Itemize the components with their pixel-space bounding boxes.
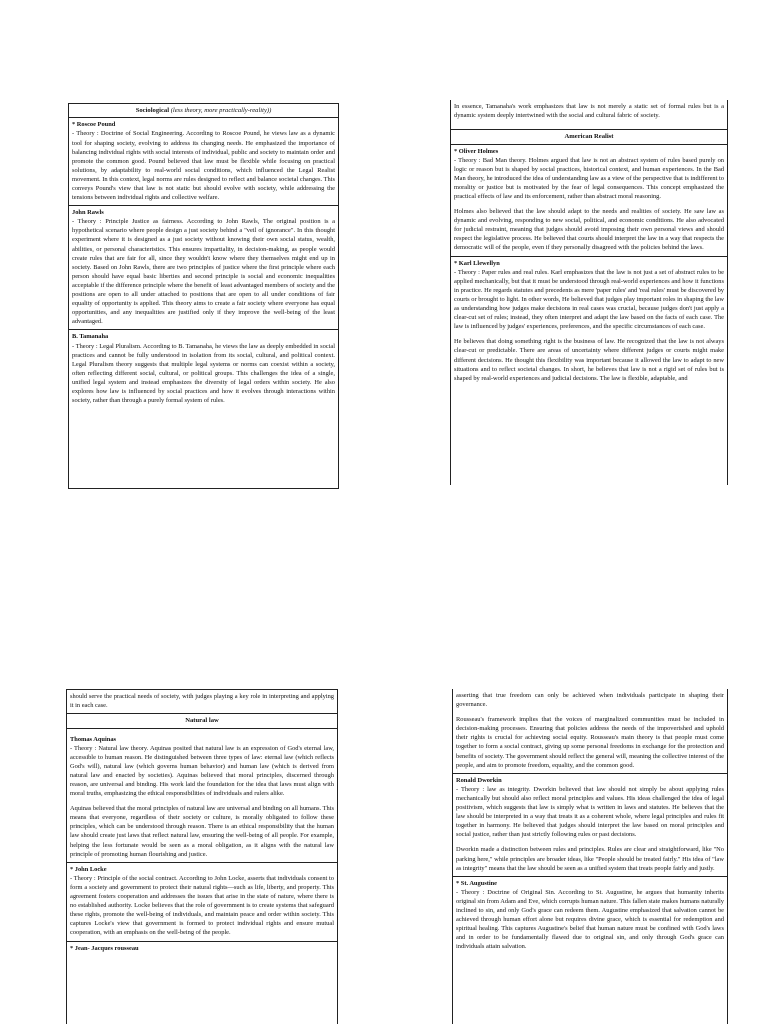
header-title: Sociological: [135, 107, 170, 114]
entry-name: * Jean- Jacques rousseau: [70, 944, 139, 952]
entry-st-augustine: [453, 877, 727, 955]
entry-text: - Theory : Legal Pluralism. According to B. Tamanaha, he views the law as deeply embedded in social practices and cannot be fully understood in isolation from its social, cultural, and political context. Legal Pluralism theory suggests that multiple legal systems or norms can coexist within a society, often reflecting different social, cultural, or political groups. This challenges the idea of a single, unified legal system and instead emphasizes the diversity of legal orders within society. He also explores how law is influenced by social practices and how it evolves through interactions within society, rather than through a purely formal system of rules.: [72, 342, 335, 405]
panel-natural-law: [66, 689, 338, 1024]
entry-rousseau: [67, 942, 337, 956]
intro-text: asserting that true freedom can only be achieved when individuals participate in shaping their governance.: [456, 692, 724, 709]
entry-ronald-dworkin: [453, 774, 727, 877]
entry-oliver-holmes: [451, 145, 727, 257]
entry-text-continued: Aquinas believed that the moral principles of natural law are universal and binding on all humans. This means that everyone, regardless of their society or culture, is morally obligated to follow these principles, which can be understood through reason. There is an ethical responsibility that the human law should create just laws that reflect natural law, ensuring the well-being of all people. For example, helping the less fortunate would be seen as a moral obligation, as it aligns with the natural law principle of promoting human flourishing and justice.: [70, 805, 334, 858]
entry-text-continued: He believes that doing something right is the business of law. He recognized that the law is not always clear-cut or predictable. There are areas of uncertainty where different judges or courts might make different decisions. He thought this flexibility was important because it allowed the law to adapt to new situations and to reflect societal changes. In short, he believes that law is not a rigid set of rules but is shaped by real-world experiences and judicial decisions. The law is flexible, adaptable, and: [454, 338, 724, 382]
intro-paragraph: [67, 690, 337, 714]
entry-john-locke: [67, 863, 337, 942]
entry-thomas-aquinas: [67, 729, 337, 863]
entry-text: - Theory : Doctrine of Social Engineering. According to Roscoe Pound, he views law as a dynamic tool for shaping society, evolving to address its changing needs. He emphasized the importance of balancing individual rights with social interests of individual, public and society to maintain order and promote the common good. Pound believed that law must be flexible while focusing on practical solutions, by adaptability to real-world social conditions, which influenced the Legal Realist movement. In this context, legal norms are rules designed to reflect and balance societal changes. This conveys Pound's view that law is not static but should evolve with society, while addressing the tensions between individual rights and collective welfare.: [72, 130, 335, 202]
entry-text: - Theory : Bad Man theory. Holmes argued that law is not an abstract system of rules based purely on logic or reason but is shaped by social practices, historical context, and human experiences. In the Bad Man theory, he introduced the idea of understanding law as a view of the perspective that is indifferent to morality or justice but is motivated by the fear of legal consequences. This concept emphasized the practical effects of law and its enforcement, rather than abstract moral reasoning.: [454, 156, 724, 201]
entry-name: * Karl Llewellyn: [454, 259, 500, 267]
header-subtitle: (less theory, more practically-reality)): [170, 107, 272, 114]
intro-text: In essence, Tamanaha's work emphasizes that law is not merely a static set of formal rules but is a dynamic system deeply intertwined with the social and cultural fabric of society.: [454, 103, 724, 120]
panel-american-realist: [450, 100, 728, 485]
entry-text-continued: Holmes also believed that the law should adapt to the needs and realities of society. He saw law as dynamic and evolving, responding to new social, political, and economic conditions. He also advocated for judicial restraint, meaning that judges should avoid imposing their own personal views and should respect the legislative process. He believed that courts should interpret the law in a way that respects the democratic will of the people, even if they personally disagreed with the policies behind the laws.: [454, 208, 724, 252]
entry-name: * St. Augustine: [456, 879, 498, 887]
entry-text: - Theory : Natural law theory. Aquinas posited that natural law is an expression of God's eternal law, accessible to human reason. He distinguished between three types of law: eternal law (which reflects God's will), natural law (which governs human behavior) and human law (which is derived from natural law and enacted by societies). Aquinas believed that moral principles, discerned through reason, are universal and binding. His work laid the foundation for the idea that laws must align with moral truths, emphasizing the ethical responsibilities of individuals and rulers alike.: [70, 744, 334, 798]
section-header-sociological: [69, 104, 338, 118]
entry-name: * Oliver Holmes: [454, 147, 499, 155]
entry-text: - Theory : Doctrine of Original Sin. According to St. Augustine, he argues that humanity inherits original sin from Adam and Eve, which corrupts human nature. This fallen state makes humans naturally inclined to sin, and only God's grace can redeem them. Augustine emphasized that salvation cannot be achieved through human effort alone but requires divine grace, which is essential for redemption and spiritual healing. This captures Augustine's belief that human nature must be confined with God's laws and in order to be fundamentally flawed due to original sin, and only through God's grace can individuals attain salvation.: [456, 888, 724, 951]
section-header-american-realist: American Realist: [451, 130, 727, 144]
entry-text-continued: Dworkin made a distinction between rules and principles. Rules are clear and straightforward, like "No parking here," while principles are broader ideas, like "People should be treated fairly." His idea of "law as integrity" means that the law should be seen as a unified system that treats people fairly and justly.: [456, 846, 724, 872]
panel-rousseau-dworkin-augustine: [452, 689, 728, 1024]
entry-name: * Roscoe Pound: [72, 121, 116, 129]
entry-name: * John Locke: [70, 865, 107, 873]
panel-sociological: [68, 103, 339, 489]
entry-john-rawls: [69, 206, 338, 330]
intro-paragraph: [451, 100, 727, 130]
entry-name: Thomas Aquinas: [70, 735, 116, 743]
entry-text: Rousseau's framework implies that the voices of marginalized communities must be included in decision-making processes. Ensuring that policies address the needs of the impoverished and uphold their rights is crucial for achieving social equity. Rousseau's main theory is that people must come together to form a social contract, giving up some personal freedoms in exchange for the protection and benefits of society. The government should reflect the general will, meaning the collective interest of the people, and aim to promote freedom, equality, and the common good.: [456, 716, 724, 769]
entry-text: - Theory : Paper rules and real rules. Karl emphasizes that the law is not just a set of abstract rules to be applied mechanically, but that it must be understood through real-world experiences and how it functions in practice. He regards statutes and precedents as mere 'paper rules' and 'real rules' must be discovered by courts or brought to light. In other words, He believed that judges play important roles in shaping the law as understanding how judges make decisions in real cases was crucial, because judges don't just apply a clear-cut set of rules; instead, they often interpret and adapt the law based on the facts of each case. The law is influenced by judges' experiences, preferences, and the specific circumstances of each case.: [454, 268, 724, 331]
section-header-natural-law: Natural law: [67, 714, 337, 728]
entry-text: - Theory : law as integrity. Dworkin believed that law should not simply be about applying rules mechanically but should also reflect moral principles and values. His ideas challenged the idea of legal positivism, which suggests that law is simply what is written in laws and statutes. He believes that the law should be interpreted in a way that treats it as a coherent whole, where legal principles and rules fit together in harmony. He believed that judges should interpret the law based on moral principles and social justice, rather than just strictly following rules or past decisions.: [456, 785, 724, 839]
entry-text: - Theory : Principle of the social contract. According to John Locke, asserts that individuals consent to form a society and government to protect their natural rights—such as life, liberty, and property. This agreement fosters cooperation and addresses the issues that arise in the state of nature, where there is no established authority. Locke believes that the role of government is to create systems that safeguard these rights, promote the well-being of individuals, and maintain peace and order within society. This captures Locke's view that government is formed to protect individual rights and ensure mutual cooperation, with an emphasis on the well-being of the people.: [70, 874, 334, 937]
entry-rousseau-continued: [453, 689, 727, 774]
entry-name: B. Tamanaha: [72, 333, 109, 341]
entry-name: John Rawls: [72, 209, 104, 217]
intro-text: should serve the practical needs of society, with judges playing a key role in interpreting and applying it in each case.: [70, 693, 334, 710]
entry-text: - Theory : Principle Justice as fairness. According to John Rawls, The original position is a hypothetical scenario where people design a just society behind a "veil of ignorance". In this thought experiment where it is designed as a just society without knowing their own social status, wealth, abilities, or personal characteristics. This ensures impartiality, in decision-making, as people would create rules that are fair for all, since they wouldn't know where they themselves might end up in society. Based on John Rawls, there are two principles of justice where the first principle where each person should have equal basic liberties and second principle is social and economic inequalities acceptable if the difference principle where the benefit of least advantaged members of society and the positions are open to all under attached to positions that are open to all under conditions of fair equality of opportunity is applied. This theory aims to create a fair society where everyone has equal opportunities, and any inequalities are justified only if they improve the well-being of the least advantaged.: [72, 218, 335, 326]
entry-roscoe-pound: [69, 118, 338, 206]
entry-name: Ronald Dworkin: [456, 776, 502, 784]
entry-b-tamanaha: [69, 330, 338, 408]
entry-karl-llewellyn: [451, 257, 727, 386]
